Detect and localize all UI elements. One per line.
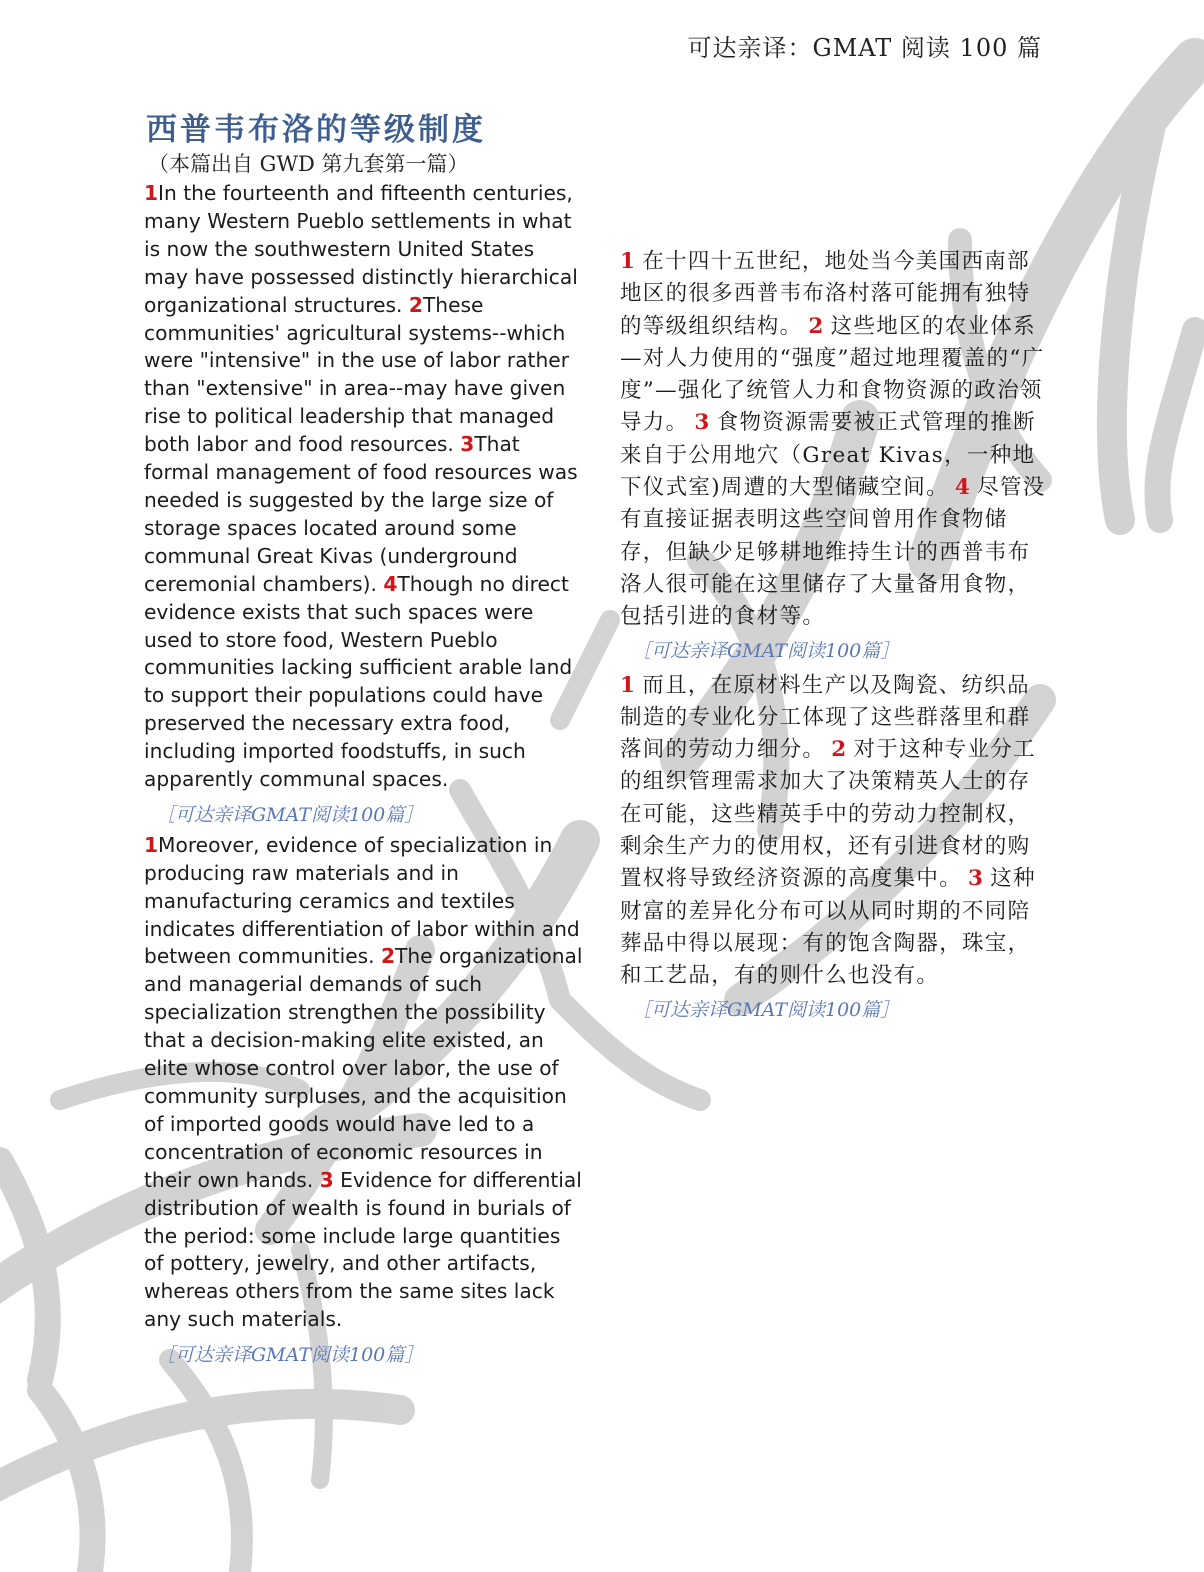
sentence-number: 1 [620, 672, 637, 698]
page-title: 西普韦布洛的等级制度 [146, 112, 486, 148]
english-sentence: Evidence for differential distribution of wealth is found in burials of the period: some include large quantities of pottery, jewelry, and other artifacts, whereas others from the same sites lack any such materials. [144, 1167, 582, 1332]
page-subtitle: （本篇出自 GWD 第九套第一篇） [148, 152, 469, 176]
sentence-number: 2 [808, 313, 825, 339]
chinese-sentence: 食物资源需要被正式管理的推断来自于公用地穴（Great Kivas，一种地下仪式室)周遭的大型储藏空间。 [620, 410, 1036, 501]
source-tag: ［可达亲译GMAT阅读100篇］ [632, 998, 900, 1021]
sentence-number: 4 [954, 475, 972, 501]
sentence-number: 4 [383, 571, 398, 596]
chinese-sentence: 而且，在原材料生产以及陶瓷、纺织品制造的专业化分工体现了这些群落里和群落间的劳动力细分。 [620, 672, 1031, 763]
chinese-sentence: 对于这种专业分工的组织管理需求加大了决策精英人士的存在可能，这些精英手中的劳动力控制权，剩余生产力的使用权，还有引进食材的购置权将导致经济资源的高度集中。 [620, 737, 1036, 892]
source-tag: ［可达亲译GMAT阅读100篇］ [632, 639, 900, 662]
chinese-paragraph-2 [620, 670, 1050, 993]
english-sentence: In the fourteenth and fifteenth centuries, many Western Pueblo settlements in what is now the southwestern United States may have possessed distinctly hierarchical organizational structures. [144, 181, 578, 317]
sentence-number: 3 [460, 432, 475, 457]
page-header: 可达亲译：GMAT 阅读 100 篇 [687, 34, 1042, 62]
english-sentence: The organizational and managerial demands of such specialization strengthen the possibility that a decision-making elite existed, an elite whose control over labor, the use of community surpluses, and the acquisition of imported goods would have led to a concentration of economic resources in their own hands. [144, 944, 583, 1192]
sentence-number: 1 [144, 832, 159, 857]
sentence-number: 3 [319, 1167, 334, 1192]
sentence-number: 1 [144, 181, 159, 205]
sentence-number: 1 [620, 249, 637, 274]
chinese-sentence: 这种财富的差异化分布可以从同时期的不同陪葬品中得以展现：有的饱含陶器，珠宝，和工艺品，有的则什么也没有。 [620, 866, 1036, 989]
sentence-number: 2 [381, 944, 396, 969]
sentence-number: 3 [968, 866, 985, 892]
sentence-number: 3 [694, 410, 711, 436]
chinese-sentence: 这些地区的农业体系—对人力使用的“强度”超过地理覆盖的“广度”—强化了统管人力和食物资源的政治领导力。 [620, 313, 1045, 436]
english-sentence: Though no direct evidence exists that such spaces were used to store food, Western Pueblo communities lacking sufficient arable land to support their populations could have preserved the necessary extra food, including imported foodstuffs, in such apparently communal spaces. [144, 571, 573, 792]
source-tag: ［可达亲译GMAT阅读100篇］ [156, 803, 424, 826]
source-tag: ［可达亲译GMAT阅读100篇］ [156, 1344, 424, 1367]
english-sentence: These communities' agricultural systems--which were "intensive" in the use of labor rather than "extensive" in area--may have given rise to political leadership that managed both labor and food resources. [144, 292, 569, 457]
english-column [144, 180, 584, 1372]
sentence-number: 2 [831, 737, 848, 763]
chinese-sentence: 尽管没有直接证据表明这些空间曾用作食物储存，但缺少足够耕地维持生计的西普韦布洛人很可能在这里储存了大量备用食物，包括引进的食材等。 [620, 475, 1046, 630]
chinese-paragraph-1 [620, 246, 1050, 634]
chinese-column [620, 246, 1050, 1029]
chinese-sentence: 在十四十五世纪，地处当今美国西南部地区的很多西普韦布洛村落可能拥有独特的等级组织结构。 [620, 249, 1031, 339]
sentence-number: 2 [408, 292, 423, 317]
english-sentence: That formal management of food resources was needed is suggested by the large size of storage spaces located around some communal Great Kivas (underground ceremonial chambers). [144, 432, 578, 596]
english-paragraph-1 [144, 180, 584, 794]
english-paragraph-2 [144, 832, 584, 1334]
english-sentence: Moreover, evidence of specialization in producing raw materials and in manufacturing ceramics and textiles indicates differentiation of labor within and between communities. [144, 832, 580, 969]
